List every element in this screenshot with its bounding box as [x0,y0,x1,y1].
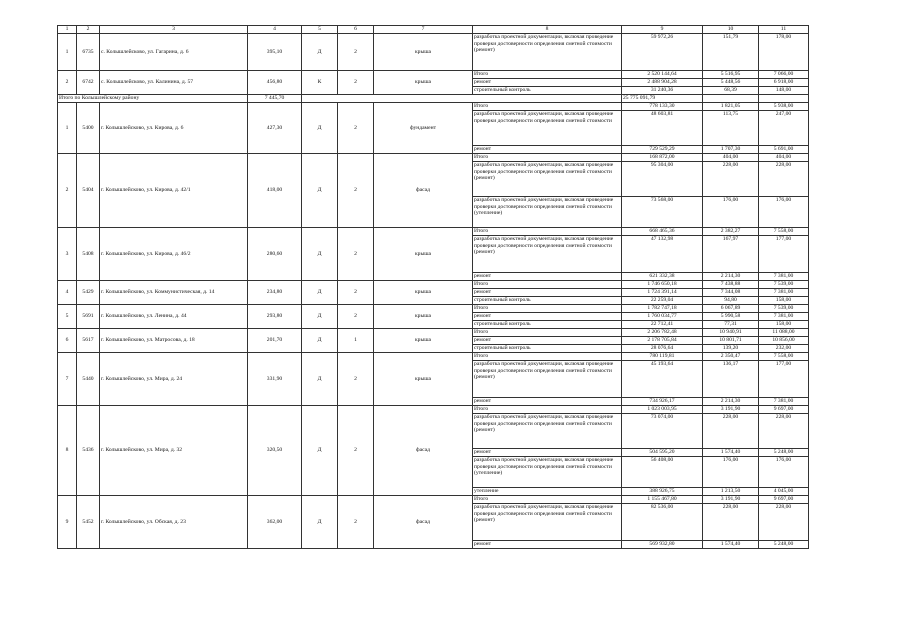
row-number: 8 [58,406,77,496]
cost-total: 1 724 391,14 [622,289,703,297]
column-header: 9 [622,26,703,34]
work-type: ремонт [473,449,622,457]
house-area: 320,50 [248,406,302,496]
work-type: Итого [473,329,622,337]
cost-per-m2: 3 191,90 [703,406,759,414]
cost-per-m2: 68,39 [703,87,759,95]
house-address: г. Колышлейсково, ул. Кирова, д. 42/1 [100,154,248,228]
cost-limit: 7 381,00 [759,289,809,297]
work-type: ремонт [473,398,622,406]
cost-limit: 148,00 [759,87,809,95]
work-type: строительный контроль [473,321,622,329]
column-header: 4 [248,26,302,34]
cost-total: 28 076,64 [622,345,703,353]
cost-limit: 7 381,00 [759,398,809,406]
cost-limit: 228,00 [759,162,809,197]
cost-total: 22 259,04 [622,297,703,305]
cost-per-m2: 2 214,30 [703,398,759,406]
cost-per-m2: 5 448,56 [703,79,759,87]
cost-per-m2: 5 990,58 [703,313,759,321]
structural-element: крыша [374,228,473,281]
cost-total: 31 240,36 [622,87,703,95]
work-type: Итого [473,281,622,289]
cost-limit: 176,00 [759,457,809,488]
house-type: Д [302,353,338,406]
cost-per-m2: 228,00 [703,414,759,449]
house-area: 395,10 [248,34,302,71]
structural-element: крыша [374,353,473,406]
district-total-area: 7 445,70 [248,95,302,103]
work-type: разработка проектной документации, включая проведение проверки достоверности определения сметной стоимости (ремонт) [473,504,622,541]
house-floors: 2 [338,353,374,406]
house-area: 427,30 [248,103,302,154]
column-header: 11 [759,26,809,34]
house-floors: 1 [338,329,374,353]
house-area: 280,60 [248,228,302,281]
column-header: 1 [58,26,77,34]
house-address: г. Колышлейсково, ул. Кирова, д. 46/2 [100,228,248,281]
cost-total: 2 488 904,28 [622,79,703,87]
cost-per-m2: 1 574,40 [703,449,759,457]
structural-element: крыша [374,71,473,95]
cost-limit: 158,00 [759,297,809,305]
house-type: Д [302,329,338,353]
cost-limit: 5 938,00 [759,103,809,111]
work-type: Итого [473,406,622,414]
house-id: 5400 [77,103,100,154]
cost-per-m2: 228,00 [703,504,759,541]
table-row [58,329,809,337]
house-floors: 2 [338,406,374,496]
cost-total: 1 155 467,80 [622,496,703,504]
row-number: 5 [58,305,77,329]
cost-total: 22 712,41 [622,321,703,329]
column-header: 7 [374,26,473,34]
cost-total: 45 193,64 [622,361,703,398]
work-type: Итого [473,353,622,361]
house-type: Д [302,281,338,305]
district-total-label: Итого по Колышлейскому району [58,95,248,103]
column-header: 10 [703,26,759,34]
cost-total: 2 520 144,64 [622,71,703,79]
structural-element: фасад [374,154,473,228]
cost-per-m2: 7 438,88 [703,281,759,289]
cost-per-m2: 136,17 [703,361,759,398]
work-type: строительный контроль [473,87,622,95]
work-type: ремонт [473,273,622,281]
table-row [58,406,809,414]
table-row [58,496,809,504]
cost-limit: 7 558,00 [759,228,809,236]
row-number: 3 [58,228,77,281]
cost-total: 778 133,30 [622,103,703,111]
cost-per-m2: 2 382,27 [703,228,759,236]
house-floors: 2 [338,34,374,71]
register-table-sheet [57,25,809,549]
cost-per-m2: 1 574,40 [703,541,759,549]
cost-limit: 5 248,00 [759,541,809,549]
row-number: 4 [58,281,77,305]
cost-per-m2: 228,00 [703,162,759,197]
cost-total: 1 746 650,18 [622,281,703,289]
cost-limit: 4 045,00 [759,488,809,496]
house-id: 5452 [77,496,100,549]
house-id: 5617 [77,329,100,353]
work-type: Итого [473,103,622,111]
cost-total: 1 760 034,77 [622,313,703,321]
cost-limit: 176,00 [759,197,809,228]
cost-limit: 177,00 [759,236,809,273]
cost-per-m2: 7 344,08 [703,289,759,297]
work-type: разработка проектной документации, включая проведение проверки достоверности определения сметной стоимости (ремонт) [473,414,622,449]
district-total-row [58,95,809,103]
cost-total: 780 119,81 [622,353,703,361]
house-floors: 2 [338,281,374,305]
work-type: разработка проектной документации, включая проведение проверки достоверности определения сметной стоимости (ремонт) [473,236,622,273]
house-floors: 2 [338,228,374,281]
cost-per-m2: 176,00 [703,457,759,488]
cost-per-m2: 139,20 [703,345,759,353]
structural-element: крыша [374,281,473,305]
house-floors: 2 [338,496,374,549]
structural-element: фундамент [374,103,473,154]
house-floors: 2 [338,305,374,329]
cost-per-m2: 151,79 [703,34,759,71]
cost-total: 168 872,00 [622,154,703,162]
cost-limit: 247,00 [759,111,809,146]
cost-limit: 178,00 [759,34,809,71]
cost-total: 48 603,81 [622,111,703,146]
house-floors: 2 [338,71,374,95]
house-type: Д [302,305,338,329]
house-type: Д [302,103,338,154]
table-row [58,34,809,71]
house-area: 331,90 [248,353,302,406]
house-type: Д [302,34,338,71]
cost-limit: 10 856,00 [759,337,809,345]
cost-limit: 228,00 [759,414,809,449]
table-row [58,353,809,361]
register-table [57,25,809,549]
work-type: разработка проектной документации, включая проведение проверки достоверности определения сметной стоимости (утепление) [473,457,622,488]
work-type: ремонт [473,146,622,154]
column-header: 3 [100,26,248,34]
house-area: 456,80 [248,71,302,95]
house-address: г. Колышлейсково, ул. Мира, д. 32 [100,406,248,496]
work-type: Итого [473,305,622,313]
house-type: Д [302,154,338,228]
work-type: строительный контроль [473,297,622,305]
house-id: 6735 [77,34,100,71]
cost-total: 621 332,38 [622,273,703,281]
cost-per-m2: 113,75 [703,111,759,146]
work-type: Итого [473,71,622,79]
row-number: 2 [58,71,77,95]
house-type: Д [302,496,338,549]
structural-element: фасад [374,406,473,496]
row-number: 6 [58,329,77,353]
work-type: разработка проектной документации, включая проведение проверки достоверности определения сметной стоимости (ремонт) [473,361,622,398]
cost-total: 2 206 782,48 [622,329,703,337]
work-type: строительный контроль [473,345,622,353]
cost-limit: 232,00 [759,345,809,353]
house-id: 5691 [77,305,100,329]
house-address: г. Колышлейсково, ул. Кирова, д. 6 [100,103,248,154]
work-type: Итого [473,228,622,236]
cost-per-m2: 176,00 [703,197,759,228]
house-address: г. Колышлейсково, ул. Матросова, д. 18 [100,329,248,353]
cost-total: 73 074,00 [622,414,703,449]
cost-total: 388 926,75 [622,488,703,496]
work-type: разработка проектной документации, включая проведение проверки достоверности определения сметной стоимости (ремонт) [473,162,622,197]
row-number: 2 [58,154,77,228]
cost-total: 59 972,26 [622,34,703,71]
cost-limit: 7 539,00 [759,305,809,313]
house-area: 201,70 [248,329,302,353]
table-row [58,154,809,162]
cost-limit: 11 088,00 [759,329,809,337]
cost-per-m2: 2 214,30 [703,273,759,281]
cost-total: 47 132,98 [622,236,703,273]
house-address: г. Колышлейсково, ул. Мира, д. 24 [100,353,248,406]
table-row [58,228,809,236]
work-type: утепление [473,488,622,496]
house-area: 293,80 [248,305,302,329]
house-address: г. Колышлейсково, ул. Обская, д. 23 [100,496,248,549]
cost-per-m2: 3 191,90 [703,496,759,504]
row-number: 7 [58,353,77,406]
cost-per-m2: 1 821,05 [703,103,759,111]
column-header: 6 [338,26,374,34]
cost-limit: 404,00 [759,154,809,162]
cost-limit: 177,00 [759,361,809,398]
cost-total: 2 178 705,84 [622,337,703,345]
cost-per-m2: 2 350,47 [703,353,759,361]
header-row [58,26,809,34]
house-address: с. Колышлейсково, ул. Калинина, д. 57 [100,71,248,95]
cost-limit: 9 697,00 [759,406,809,414]
row-number: 1 [58,34,77,71]
row-number: 1 [58,103,77,154]
cost-per-m2: 167,97 [703,236,759,273]
cost-per-m2: 10 801,71 [703,337,759,345]
table-row [58,305,809,313]
house-id: 5440 [77,353,100,406]
house-floors: 2 [338,103,374,154]
cost-total: 1 782 747,18 [622,305,703,313]
cost-limit: 7 558,00 [759,353,809,361]
house-id: 5436 [77,406,100,496]
work-type: Итого [473,496,622,504]
work-type: разработка проектной документации, включая проведение проверки достоверности определения сметной стоимости (ремонт) [473,34,622,71]
structural-element: крыша [374,329,473,353]
cost-total: 95 304,00 [622,162,703,197]
house-type: Д [302,228,338,281]
cost-per-m2: 5 516,95 [703,71,759,79]
house-area: 234,80 [248,281,302,305]
house-id: 5408 [77,228,100,281]
cost-per-m2: 6 067,89 [703,305,759,313]
cost-total: 504 595,20 [622,449,703,457]
cost-per-m2: 1 707,30 [703,146,759,154]
cost-limit: 7 066,00 [759,71,809,79]
cost-total: 729 529,29 [622,146,703,154]
table-row [58,281,809,289]
work-type: ремонт [473,289,622,297]
cost-total: 82 536,00 [622,504,703,541]
cost-limit: 9 697,00 [759,496,809,504]
work-type: ремонт [473,541,622,549]
work-type: ремонт [473,313,622,321]
cost-per-m2: 404,00 [703,154,759,162]
work-type: ремонт [473,337,622,345]
house-floors: 2 [338,154,374,228]
work-type: ремонт [473,79,622,87]
cost-total: 56 408,00 [622,457,703,488]
cost-limit: 7 381,00 [759,313,809,321]
structural-element: крыша [374,305,473,329]
house-area: 418,00 [248,154,302,228]
house-address: с. Колышлейсково, ул. Гагарина, д. 6 [100,34,248,71]
cost-limit: 7 539,00 [759,281,809,289]
row-number: 9 [58,496,77,549]
house-id: 6742 [77,71,100,95]
column-header: 2 [77,26,100,34]
cost-limit: 158,00 [759,321,809,329]
cost-per-m2: 10 940,91 [703,329,759,337]
structural-element: крыша [374,34,473,71]
house-id: 5429 [77,281,100,305]
house-type: К [302,71,338,95]
district-total-sum: 25 775 091,79 [622,95,703,103]
work-type: разработка проектной документации, включая проведение проверки достоверности определения сметной стоимости (утепление) [473,197,622,228]
house-id: 5404 [77,154,100,228]
table-row [58,71,809,79]
house-area: 362,00 [248,496,302,549]
house-address: г. Колышлейсково, ул. Ленина, д. 44 [100,305,248,329]
cost-limit: 228,00 [759,504,809,541]
work-type: Итого [473,154,622,162]
cost-per-m2: 94,80 [703,297,759,305]
cost-per-m2: 77,31 [703,321,759,329]
cost-total: 734 926,17 [622,398,703,406]
cost-limit: 6 918,00 [759,79,809,87]
cost-limit: 5 248,00 [759,449,809,457]
cost-total: 1 023 003,95 [622,406,703,414]
work-type: разработка проектной документации, включая проведение проверки достоверности определения сметной стоимости [473,111,622,146]
house-address: г. Колышлейсково, ул. Коммунистическая, д. 14 [100,281,248,305]
cost-total: 73 568,00 [622,197,703,228]
house-type: Д [302,406,338,496]
cost-total: 668 465,36 [622,228,703,236]
column-header: 5 [302,26,338,34]
cost-limit: 5 691,00 [759,146,809,154]
structural-element: фасад [374,496,473,549]
cost-limit: 7 381,00 [759,273,809,281]
table-row [58,103,809,111]
cost-total: 569 932,80 [622,541,703,549]
column-header: 8 [473,26,622,34]
cost-per-m2: 1 213,50 [703,488,759,496]
